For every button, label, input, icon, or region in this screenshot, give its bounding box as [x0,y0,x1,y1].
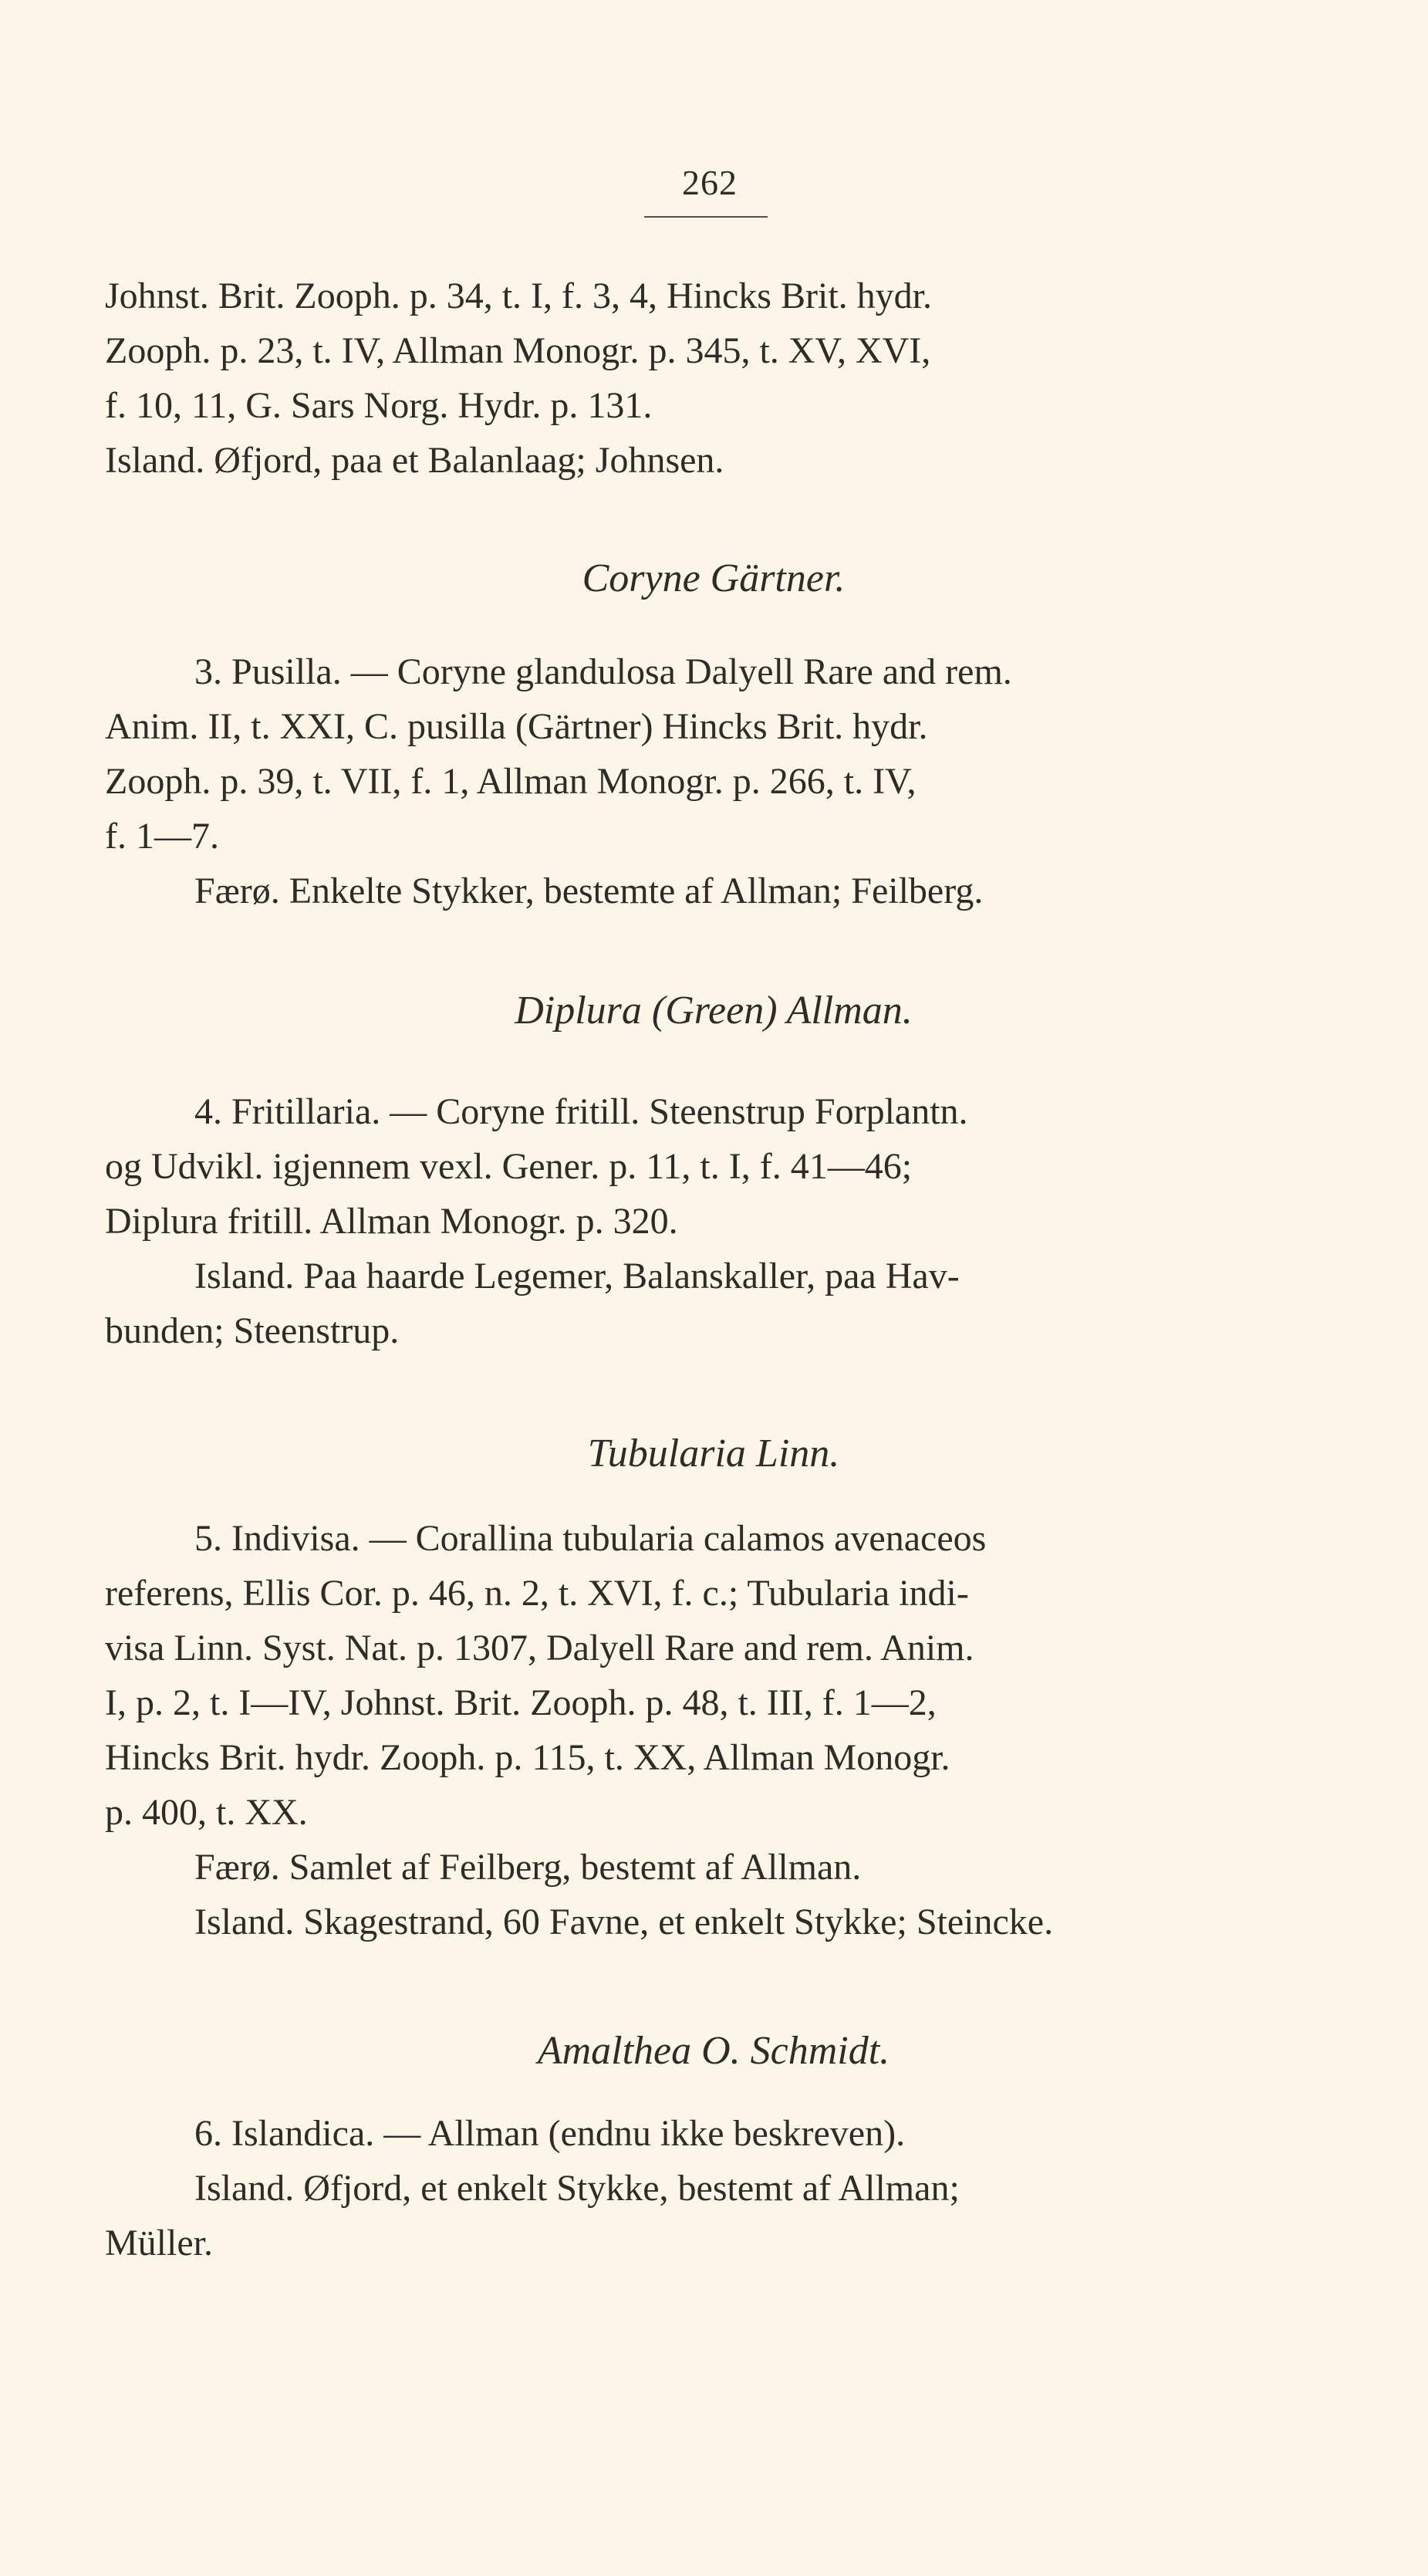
text-line: 5. Indivisa. — Corallina tubularia calamos avenaceos [194,1518,987,1559]
text-line: visa Linn. Syst. Nat. p. 1307, Dalyell Rare and rem. Anim. [105,1628,974,1668]
text-line: Hincks Brit. hydr. Zooph. p. 115, t. XX, Allman Monogr. [105,1737,950,1778]
text-line: referens, Ellis Cor. p. 46, n. 2, t. XVI, f. c.; Tubularia indi- [105,1573,969,1614]
text-line: Island. Øfjord, paa et Balanlaag; Johnsen. [105,440,724,481]
text-line: Færø. Enkelte Stykker, bestemte af Allman; Feilberg. [194,870,984,911]
genus-heading: Diplura (Green) Allman. [515,989,913,1033]
text-line: Island. Øfjord, et enkelt Stykke, bestemt af Allman; [194,2168,960,2209]
page-number: 262 [682,163,738,202]
text-line: bunden; Steenstrup. [105,1310,400,1351]
text-line: Diplura fritill. Allman Monogr. p. 320. [105,1201,678,1242]
text-line: Zooph. p. 23, t. IV, Allman Monogr. p. 345, t. XV, XVI, [105,330,931,371]
text-line: Anim. II, t. XXI, C. pusilla (Gärtner) Hincks Brit. hydr. [105,706,928,747]
page-number-rule [644,216,768,218]
text-line: Island. Skagestrand, 60 Favne, et enkelt Stykke; Steincke. [194,1902,1054,1942]
text-line: Zooph. p. 39, t. VII, f. 1, Allman Monogr. p. 266, t. IV, [105,761,917,802]
genus-heading: Amalthea O. Schmidt. [537,2029,890,2073]
text-line: Johnst. Brit. Zooph. p. 34, t. I, f. 3, 4, Hincks Brit. hydr. [105,276,932,316]
text-line: p. 400, t. XX. [105,1792,308,1833]
text-line: 4. Fritillaria. — Coryne fritill. Steenstrup Forplantn. [194,1091,968,1132]
text-line: f. 10, 11, G. Sars Norg. Hydr. p. 131. [105,385,653,426]
text-line: Færø. Samlet af Feilberg, bestemt af Allman. [194,1847,862,1888]
text-line: 3. Pusilla. — Coryne glandulosa Dalyell Rare and rem. [194,651,1012,692]
text-line: f. 1—7. [105,816,219,857]
text-line: I, p. 2, t. I—IV, Johnst. Brit. Zooph. p. 48, t. III, f. 1—2, [105,1682,937,1723]
text-line: og Udvikl. igjennem vexl. Gener. p. 11, t. I, f. 41—46; [105,1146,913,1187]
genus-heading: Tubularia Linn. [587,1432,840,1476]
text-line: 6. Islandica. — Allman (endnu ikke beskreven). [194,2113,906,2154]
text-line: Island. Paa haarde Legemer, Balanskaller, paa Hav- [194,1256,960,1296]
genus-heading: Coryne Gärtner. [582,556,846,600]
text-line: Müller. [105,2223,213,2263]
